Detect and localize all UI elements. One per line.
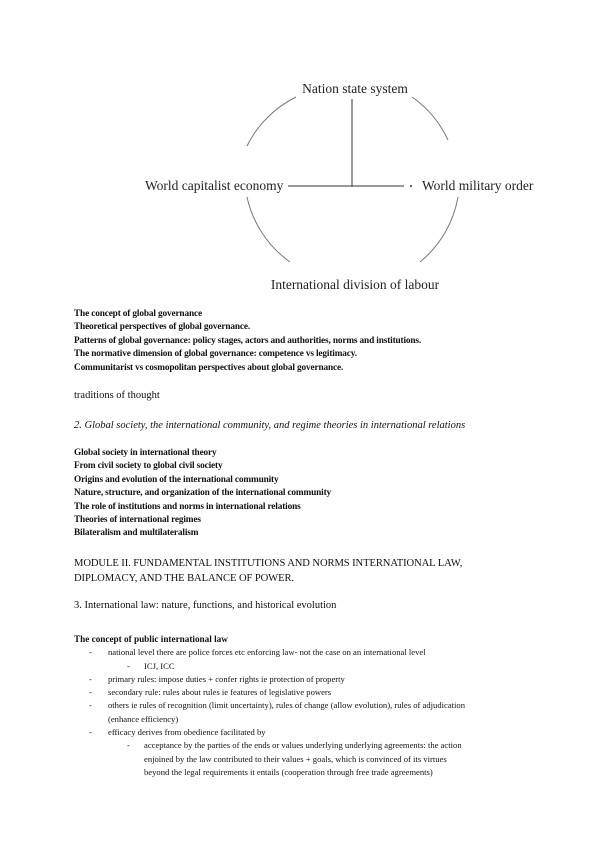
circle-arc-right — [420, 197, 458, 262]
bullet-dash: - — [127, 660, 130, 671]
list-item-text: others ie rules of recognition (limit uncertainty), rules of change (allow evolution), rules of adjudication — [108, 700, 466, 711]
list-item-continuation: enjoined by the law contributed to their values + goals, which is convinced of its virtues — [144, 753, 447, 764]
label-world-military-order: World military order — [422, 178, 534, 193]
topic-item: Theories of international regimes — [74, 515, 201, 526]
module-heading-line2: DIPLOMACY, AND THE BALANCE OF POWER. — [74, 573, 294, 584]
bullet-dash: - — [89, 673, 92, 684]
topic-item: Bilateralism and multilateralism — [74, 528, 199, 539]
label-nation-state-system: Nation state system — [302, 81, 408, 96]
list-item — [74, 646, 544, 659]
global-society-topics — [74, 447, 331, 541]
topic-item: The concept of global governance — [74, 309, 202, 319]
list-item — [74, 686, 544, 699]
list-item — [74, 739, 544, 752]
list-item — [74, 673, 544, 686]
global-governance-topics — [74, 308, 421, 375]
list-item-text: secondary rule: rules about rules ie features of legislative powers — [108, 687, 332, 698]
list-item-continuation: beyond the legal requirements it entails (cooperation through free trade agreements) — [144, 766, 433, 777]
topic-item: Theoretical perspectives of global governance. — [74, 322, 250, 333]
module-heading-line1: MODULE II. FUNDAMENTAL INSTITUTIONS AND NORMS INTERNATIONAL LAW, — [74, 558, 463, 569]
module-heading — [74, 556, 462, 586]
section-2-heading: 2. Global society, the international community, and regime theories in international relations — [74, 420, 466, 431]
bullet-dash: - — [127, 740, 130, 751]
topic-item: Patterns of global governance: policy stages, actors and authorities, norms and institutions. — [74, 335, 422, 346]
notes-subheading: The concept of public international law — [74, 634, 228, 644]
topic-item: From civil society to global civil society — [74, 461, 223, 472]
topic-item: Nature, structure, and organization of the international community — [74, 488, 332, 499]
section-3-heading: 3. International law: nature, functions, and historical evolution — [74, 600, 337, 611]
list-item-text: efficacy derives from obedience facilitated by — [108, 727, 266, 738]
list-item — [74, 726, 544, 739]
list-item-text: acceptance by the parties of the ends or values underlying underlying agreements: the action — [144, 740, 462, 751]
bullet-dash: - — [89, 700, 92, 711]
center-dot — [351, 185, 353, 187]
circle-arc-left — [247, 197, 290, 262]
label-international-division-of-labour: International division of labour — [270, 277, 440, 292]
right-dot — [410, 185, 412, 187]
topic-item: The role of institutions and norms in international relations — [74, 501, 301, 512]
list-item-text: primary rules: impose duties + confer rights ie protection of property — [108, 673, 345, 684]
list-item — [74, 699, 544, 712]
list-item-text: ICJ, ICC — [144, 660, 175, 671]
governance-diagram — [0, 0, 600, 300]
topic-item: The normative dimension of global governance: competence vs legitimacy. — [74, 349, 357, 360]
bullet-dash: - — [89, 727, 92, 738]
topic-item: Communitarist vs cosmopolitan perspectives about global governance. — [74, 362, 344, 373]
circle-arc-top-right — [412, 97, 448, 140]
list-item — [74, 660, 544, 673]
traditions-of-thought: traditions of thought — [74, 390, 160, 401]
list-item-continuation: (enhance efficiency) — [108, 713, 179, 724]
label-world-capitalist-economy: World capitalist economy — [145, 178, 284, 193]
topic-item: Global society in international theory — [74, 448, 217, 458]
circle-arc-top-left — [247, 97, 296, 146]
bullet-dash: - — [89, 687, 92, 698]
list-item-text: national level there are police forces etc enforcing law- not the case on an international level — [108, 647, 426, 658]
international-law-notes — [74, 633, 544, 779]
bullet-dash: - — [89, 647, 92, 658]
topic-item: Origins and evolution of the international community — [74, 474, 279, 485]
